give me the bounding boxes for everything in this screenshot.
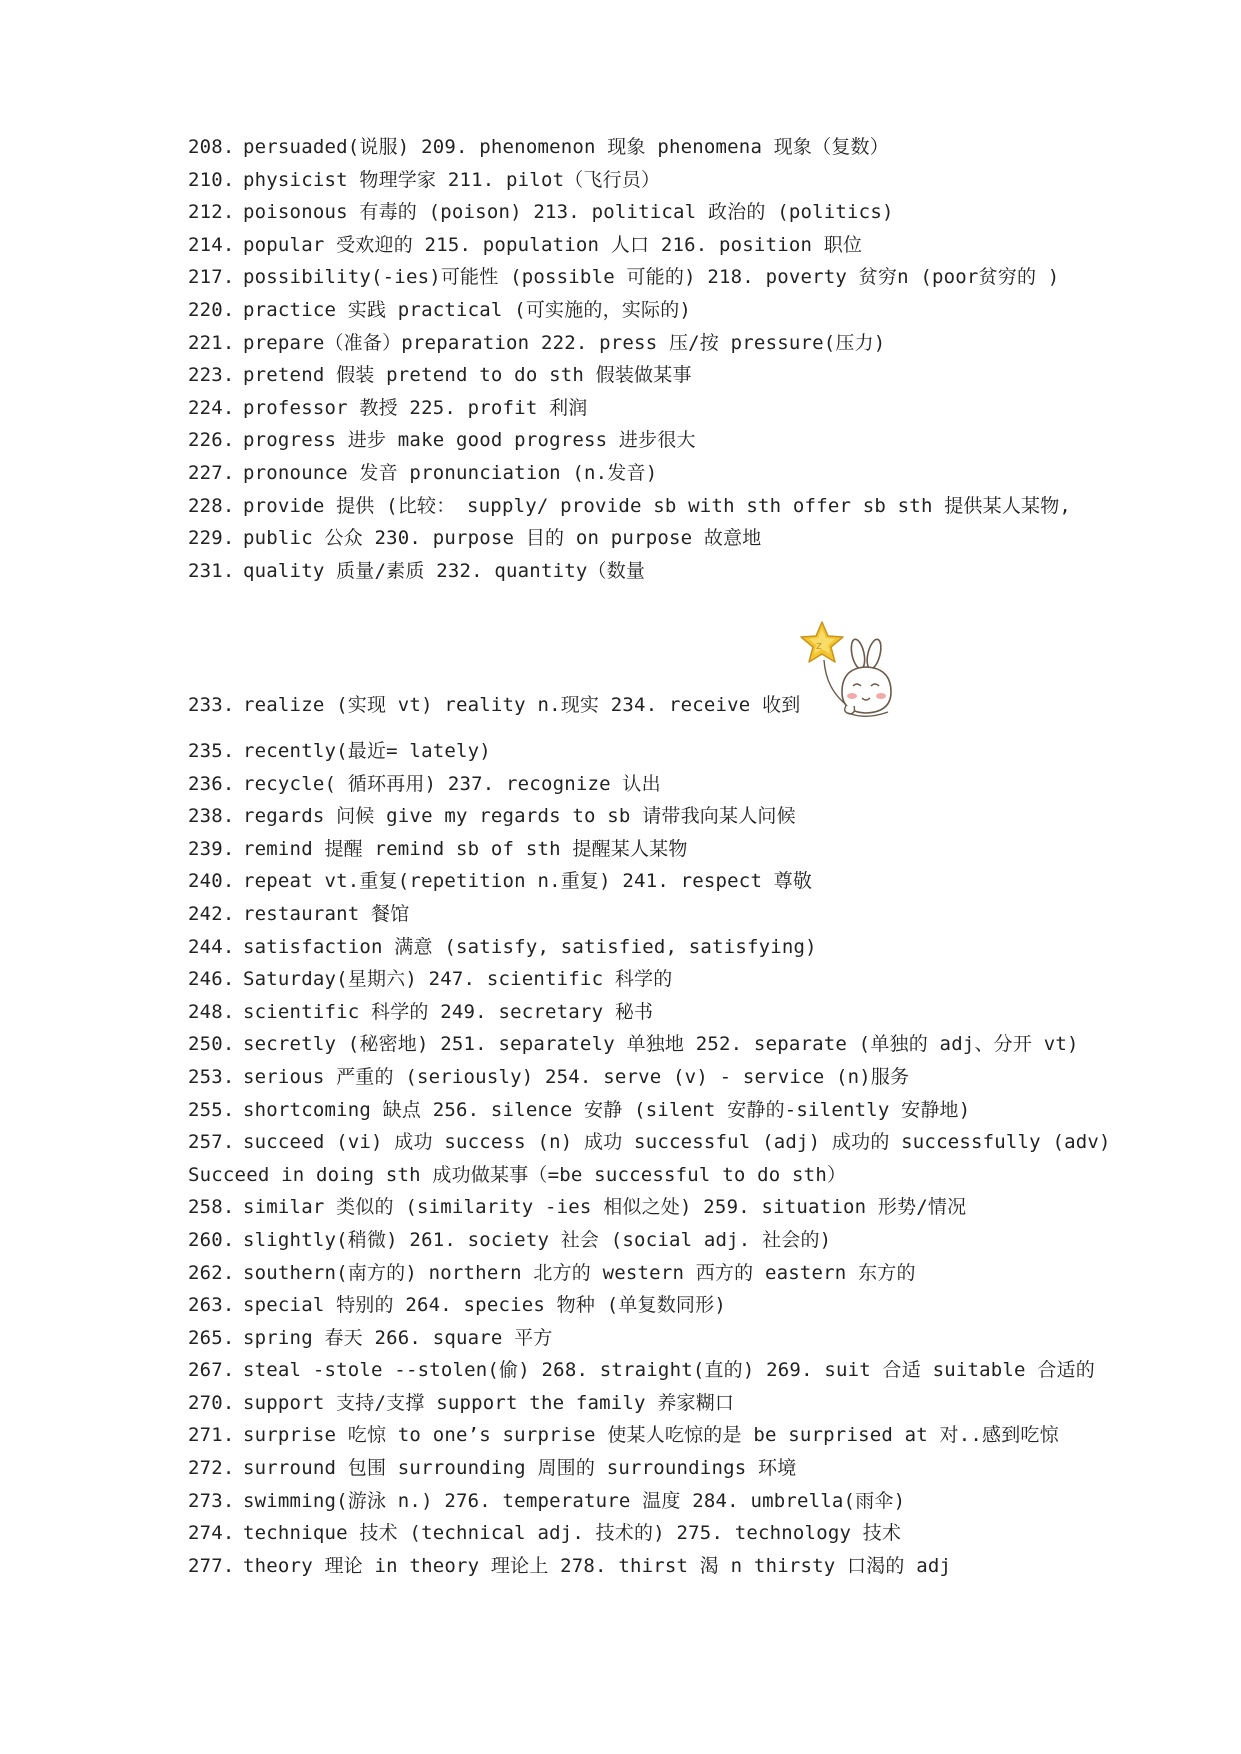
entry-number: 212.: [188, 201, 235, 224]
entry-text: shortcoming 缺点 256. silence 安静 (silent 安静的-silently 安静地): [243, 1098, 971, 1121]
entry-text: provide 提供 (比较： supply/ provide sb with sth offer sb sth 提供某人某物,: [243, 494, 1072, 517]
entry-text: special 特别的 264. species 物种 (单复数同形): [243, 1294, 726, 1317]
entry-number: 253.: [188, 1065, 235, 1088]
entry-number: 258.: [188, 1196, 235, 1219]
vocab-entry: [188, 131, 1088, 164]
vocab-entry: [188, 1452, 1088, 1485]
entry-number: 224.: [188, 396, 235, 419]
entry-text: spring 春天 266. square 平方: [243, 1326, 553, 1349]
entry-text: technique 技术 (technical adj. 技术的) 275. technology 技术: [243, 1522, 902, 1545]
vocab-entry: [188, 424, 1088, 457]
entry-text: practice 实践 practical (可实施的，实际的): [243, 298, 692, 321]
entry-number: 242.: [188, 902, 235, 925]
entry-number: 208.: [188, 136, 235, 158]
entry-number: 260.: [188, 1228, 235, 1251]
entry-text: secretly (秘密地) 251. separately 单独地 252. separate (单独的 adj、分开 vt): [243, 1033, 1079, 1056]
entry-number: 221.: [188, 331, 235, 354]
vocab-entry: [188, 1387, 1088, 1420]
entry-text: progress 进步 make good progress 进步很大: [243, 429, 696, 452]
vocab-entry: [188, 963, 1088, 996]
entry-text: serious 严重的 (seriously) 254. serve (v) - service (n)服务: [243, 1065, 910, 1088]
entry-number: 239.: [188, 837, 235, 860]
vocab-entry: [188, 1419, 1088, 1452]
vocab-entry: [188, 1322, 1088, 1355]
vocab-entry: [188, 1550, 1088, 1583]
vocab-entry: [188, 1224, 1088, 1257]
entry-text: pretend 假装 pretend to do sth 假装做某事: [243, 364, 692, 387]
entry-text: support 支持/支撑 support the family 养家糊口: [243, 1391, 735, 1414]
vocab-entry: [188, 392, 1088, 425]
entry-number: 244.: [188, 935, 235, 958]
vocab-entry: [188, 800, 1088, 833]
vocab-entry: [188, 164, 1088, 197]
vocab-entry: [188, 1191, 1088, 1224]
entry-text: Saturday(星期六) 247. scientific 科学的: [243, 968, 673, 991]
entry-text: pronounce 发音 pronunciation (n.发音): [243, 461, 658, 484]
entry-number: 277.: [188, 1554, 235, 1577]
entry-number: 217.: [188, 266, 235, 289]
entry-text: public 公众 230. purpose 目的 on purpose 故意地: [243, 527, 762, 550]
vocab-entry: [188, 359, 1088, 392]
entry-text: possibility(-ies)可能性 (possible 可能的) 218. poverty 贫穷n (poor贫穷的 ): [243, 266, 1060, 289]
entry-text: prepare（准备）preparation 222. press 压/按 pressure(压力): [243, 331, 886, 354]
vocab-entry: [188, 1126, 1111, 1159]
entry-text: recently(最近= lately): [243, 740, 491, 762]
vocab-entry: [188, 1517, 1088, 1550]
entry-text: surprise 吃惊 to one’s surprise 使某人吃惊的是 be surprised at 对..感到吃惊: [243, 1424, 1059, 1447]
entry-text: theory 理论 in theory 理论上 278. thirst 渴 n thirsty 口渴的 adj: [243, 1554, 952, 1577]
entry-number: 231.: [188, 559, 235, 582]
vocab-entry: [188, 229, 1088, 262]
vocab-entry: [188, 898, 1088, 931]
entry-text: swimming(游泳 n.) 276. temperature 温度 284. umbrella(雨伞): [243, 1489, 906, 1512]
entry-number: 238.: [188, 805, 235, 828]
entry-text: scientific 科学的 249. secretary 秘书: [243, 1000, 654, 1023]
entry-number: 248.: [188, 1000, 235, 1023]
entry-number: 233.: [188, 694, 235, 716]
entry-text: steal -stole --stolen(偷) 268. straight(直的) 269. suit 合适 suitable 合适的: [243, 1359, 1095, 1382]
entry-text: poisonous 有毒的 (poison) 213. political 政治的 (politics): [243, 201, 894, 224]
vocab-entry: [188, 555, 1088, 588]
vocab-entry: [188, 1257, 1088, 1290]
vocab-entry: [188, 833, 1088, 866]
vocab-entry: [188, 1485, 1088, 1518]
entry-number: 262.: [188, 1261, 235, 1284]
entry-number: 272.: [188, 1457, 235, 1480]
entry-text: similar 类似的 (similarity -ies 相似之处) 259. situation 形势/情况: [243, 1196, 967, 1219]
vocab-entry: [188, 327, 1088, 360]
entry-number: 210.: [188, 168, 235, 191]
entry-number: 229.: [188, 527, 235, 550]
entry-number: 271.: [188, 1424, 235, 1447]
entry-text: restaurant 餐馆: [243, 902, 410, 925]
vocab-entry: [188, 490, 1088, 523]
vocab-entry: [188, 996, 1088, 1029]
entry-text: surround 包围 surrounding 周围的 surroundings 环境: [243, 1457, 797, 1480]
entry-text: realize (实现 vt) reality n.现实 234. receive 收到: [243, 694, 801, 716]
entry-text: slightly(稍微) 261. society 社会 (social adj. 社会的): [243, 1228, 832, 1251]
vocab-entry: [188, 693, 1088, 735]
vocab-section-p: [188, 131, 1088, 587]
vocab-entry: [188, 261, 1088, 294]
rabbit-with-star-balloon-icon: [796, 620, 906, 730]
entry-text: repeat vt.重复(repetition n.重复) 241. respect 尊敬: [243, 870, 813, 893]
entry-number: 236.: [188, 772, 235, 795]
vocab-section-r-t: [188, 693, 1111, 1582]
entry-number: 228.: [188, 494, 235, 517]
vocab-entry: [188, 1354, 1095, 1387]
entry-number: 267.: [188, 1359, 235, 1382]
entry-number: 270.: [188, 1391, 235, 1414]
entry-text: succeed (vi) 成功 success (n) 成功 successful (adj) 成功的 successfully (adv): [243, 1131, 1111, 1154]
entry-number: 240.: [188, 870, 235, 893]
vocab-entry: [188, 735, 1088, 768]
entry-text: southern(南方的) northern 北方的 western 西方的 eastern 东方的: [243, 1261, 916, 1284]
vocab-entry: [188, 1061, 1088, 1094]
entry-number: 273.: [188, 1489, 235, 1512]
entry-text: recycle( 循环再用) 237. recognize 认出: [243, 772, 661, 795]
vocab-entry: [188, 1094, 1088, 1127]
vocab-entry: [188, 931, 1088, 964]
vocab-entry: [188, 768, 1088, 801]
entry-number: 250.: [188, 1033, 235, 1056]
entry-number: 220.: [188, 298, 235, 321]
vocab-entry: [188, 1028, 1088, 1061]
vocab-entry: [188, 196, 1088, 229]
vocab-entry: [188, 457, 1088, 490]
entry-text: regards 问候 give my regards to sb 请带我向某人问候: [243, 805, 796, 828]
vocab-entry: [188, 1159, 1088, 1192]
entry-text: remind 提醒 remind sb of sth 提醒某人某物: [243, 837, 688, 860]
entry-number: 246.: [188, 968, 235, 991]
entry-number: 255.: [188, 1098, 235, 1121]
vocab-entry: [188, 1289, 1088, 1322]
entry-number: 265.: [188, 1326, 235, 1349]
entry-number: 235.: [188, 740, 235, 762]
entry-text: Succeed in doing sth 成功做某事（=be successful to do sth）: [188, 1163, 847, 1186]
svg-text:z: z: [816, 639, 822, 652]
vocab-entry: [188, 294, 1088, 327]
entry-text: professor 教授 225. profit 利润: [243, 396, 588, 419]
vocab-entry: [188, 522, 1088, 555]
entry-number: 257.: [188, 1131, 235, 1154]
entry-number: 227.: [188, 461, 235, 484]
entry-number: 274.: [188, 1522, 235, 1545]
entry-number: 226.: [188, 429, 235, 452]
entry-text: physicist 物理学家 211. pilot（飞行员）: [243, 168, 661, 191]
entry-number: 263.: [188, 1294, 235, 1317]
entry-text: quality 质量/素质 232. quantity（数量: [243, 559, 646, 582]
entry-text: persuaded(说服) 209. phenomenon 现象 phenomena 现象（复数）: [243, 136, 889, 158]
vocab-entry: [188, 865, 1088, 898]
entry-number: 214.: [188, 233, 235, 256]
entry-text: popular 受欢迎的 215. population 人口 216. position 职位: [243, 233, 863, 256]
entry-number: 223.: [188, 364, 235, 387]
entry-text: satisfaction 满意 (satisfy, satisfied, satisfying): [243, 935, 817, 958]
